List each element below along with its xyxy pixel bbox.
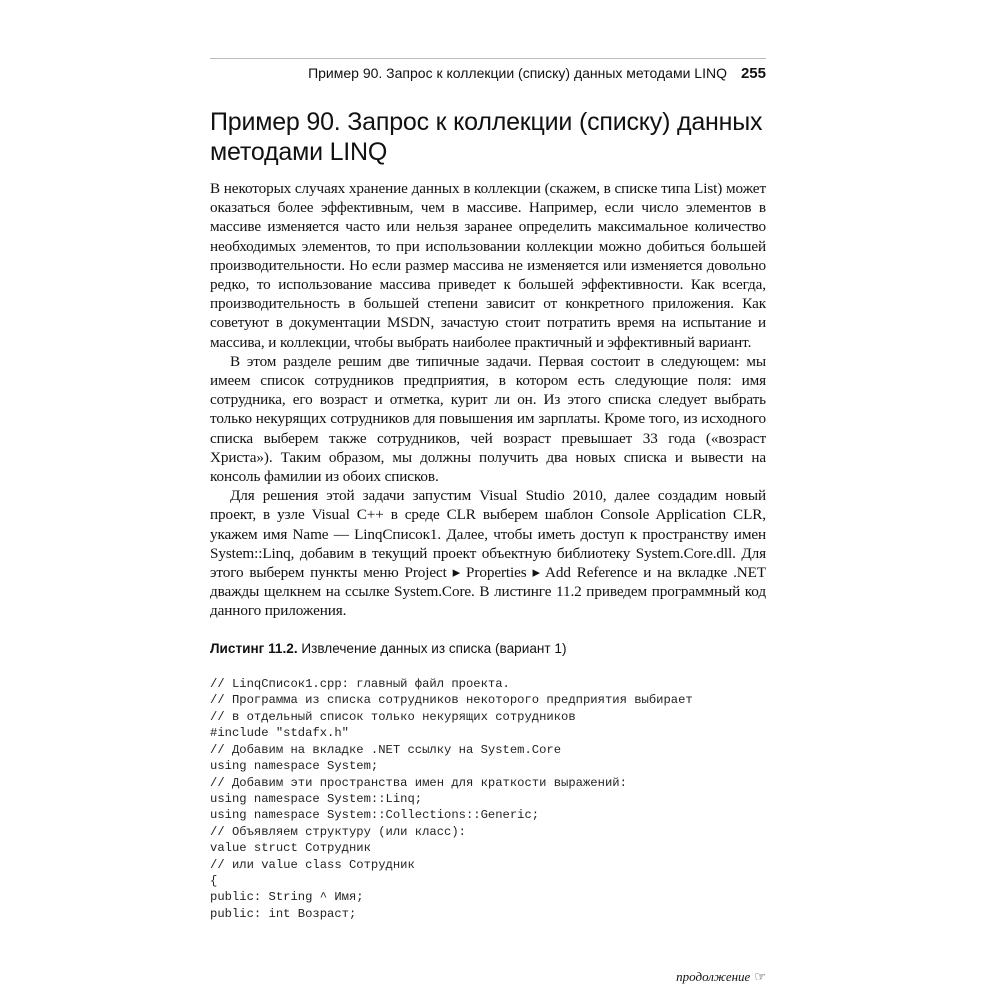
running-header bbox=[210, 58, 766, 89]
continuation-note bbox=[210, 969, 766, 985]
paragraph-2: В этом разделе решим две типичные задачи. Первая состоит в следующем: мы имеем список сотрудников предприятия, в котором есть следующие поля: имя сотрудника, его возраст и отметка, курит ли он. Из этого списка следует выбрать только некурящих сотрудников для повышения им зарплаты. Кроме того, из исходного списка выберем также сотрудников, чей возраст превышает 33 года («возраст Христа»). Таким образом, мы должны получить два новых списка и вывести на консоль фамилии из обоих списков. bbox=[210, 352, 766, 486]
code-listing bbox=[210, 660, 766, 955]
paragraph-3: Для решения этой задачи запустим Visual Studio 2010, далее создадим новый проект, в узле Visual C++ в среде CLR выберем шаблон Console Application CLR, укажем имя Name — LinqСписок1. Далее, чтобы иметь доступ к пространству имен System::Linq, добавим в текущий проект объектную библиотеку System.Core.dll. Для этого выберем пункты меню Project ▸ Properties ▸ Add Reference и на вкладке .NET дважды щелкнем на ссылке System.Core. В листинге 11.2 приведем программный код данного приложения. bbox=[210, 487, 766, 620]
body-text bbox=[210, 179, 766, 621]
listing-label: Листинг 11.2. bbox=[210, 640, 298, 656]
code-line: using namespace System; bbox=[210, 759, 379, 774]
paragraph-1: В некоторых случаях хранение данных в коллекции (скажем, в списке типа List) может оказаться более эффективным, чем в массиве. Например, если число элементов в массиве изменяется часто или нельзя заранее определить максимальное количество необходимых элементов, то при использовании коллекции можно добиться большей производительности. Но если размер массива не изменяется или изменяется довольно редко, то использование массива приведет к большей эффективности. Как всегда, производительность в большей степени зависит от конкретного приложения. Как советуют в документации MSDN, зачастую стоит потратить время на испытание и массива, и коллекции, чтобы выбрать наиболее практичный и эффективный вариант. bbox=[210, 180, 766, 351]
running-title: Пример 90. Запрос к коллекции (списку) данных методами LINQ bbox=[308, 65, 727, 81]
code-line: // или value class Сотрудник bbox=[210, 857, 415, 872]
code-line: // Программа из списка сотрудников некоторого предприятия выбирает bbox=[210, 693, 693, 708]
code-line: public: int Возраст; bbox=[210, 906, 357, 921]
continuation-text: продолжение bbox=[676, 968, 751, 984]
code-line: { bbox=[210, 873, 218, 888]
code-line: public: String ^ Имя; bbox=[210, 890, 364, 905]
code-line: #include "stdafx.h" bbox=[210, 726, 349, 741]
code-line: value struct Сотрудник bbox=[210, 841, 371, 856]
code-line: // Добавим эти пространства имен для краткости выражений: bbox=[210, 775, 627, 790]
pointing-hand-icon: ☞ bbox=[754, 968, 766, 984]
book-page bbox=[210, 58, 766, 985]
code-line: // LinqСписок1.cpp: главный файл проекта. bbox=[210, 677, 510, 692]
code-line: // Добавим на вкладке .NET ссылку на System.Core bbox=[210, 742, 562, 757]
page-number: 255 bbox=[740, 65, 766, 82]
code-line: using namespace System::Collections::Generic; bbox=[210, 808, 540, 823]
code-line: // в отдельный список только некурящих сотрудников bbox=[210, 709, 576, 724]
code-line: using namespace System::Linq; bbox=[210, 791, 423, 806]
listing-title: Извлечение данных из списка (вариант 1) bbox=[301, 640, 567, 656]
listing-caption bbox=[210, 641, 766, 656]
code-line: // Объявляем структуру (или класс): bbox=[210, 824, 466, 839]
section-title: Пример 90. Запрос к коллекции (списку) данных методами LINQ bbox=[210, 108, 763, 166]
